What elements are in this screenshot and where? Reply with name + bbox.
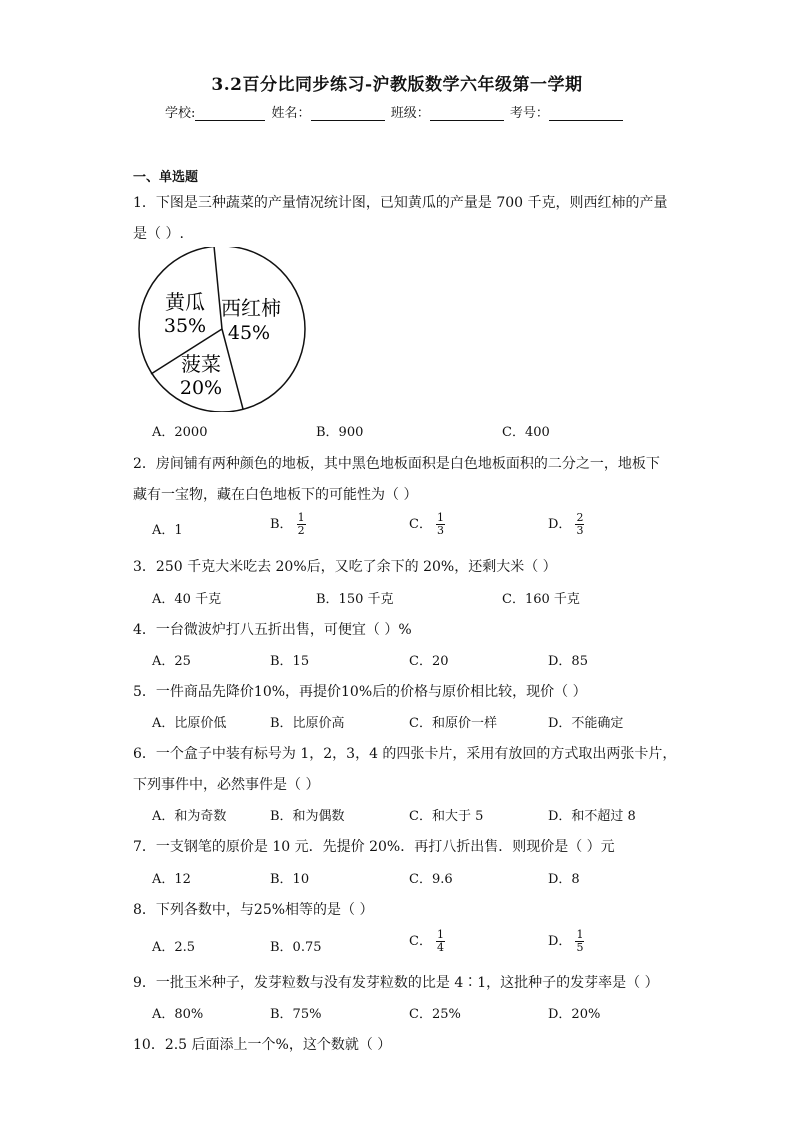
q8-option-d-fraction <box>575 929 584 954</box>
q7-option-b[interactable]: B．10 <box>270 872 310 887</box>
q5-text: 5．一件商品先降价10%，再提价10%后的价格与原价相比较，现价（ ） <box>133 684 587 700</box>
q9-option-b[interactable]: B．75% <box>270 1007 322 1022</box>
slice-label-tomato: 西红柿 <box>221 296 281 320</box>
fraction-numerator: 1 <box>297 511 305 524</box>
q9-option-a[interactable]: A．80% <box>152 1007 204 1022</box>
q2-option-d-label: D． <box>548 517 572 532</box>
q2-option-b-label: B． <box>270 517 293 532</box>
q10-text: 10．2.5 后面添上一个%，这个数就（ ） <box>133 1037 392 1053</box>
q3-option-a[interactable]: A．40 千克 <box>152 592 222 607</box>
q9-text: 9．一批玉米种子，发芽粒数与没有发芽粒数的比是 4∶1，这批种子的发芽率是（ ） <box>133 975 659 991</box>
number-label: 考号： <box>509 106 549 121</box>
fraction-denominator: 4 <box>436 941 444 954</box>
q6-option-b[interactable]: B．和为偶数 <box>270 809 345 824</box>
q1-line2: 是（ ）. <box>133 226 184 242</box>
q8-text: 8．下列各数中，与25%相等的是（ ） <box>133 902 374 918</box>
name-blank <box>311 106 385 121</box>
q5-option-b[interactable]: B．比原价高 <box>270 716 345 731</box>
q3-option-c[interactable]: C．160 千克 <box>502 592 580 607</box>
q1-option-b[interactable]: B．900 <box>316 425 364 440</box>
slice-pct-tomato: 45% <box>227 322 271 344</box>
name-label: 姓名： <box>271 106 311 121</box>
q4-option-c[interactable]: C．20 <box>409 654 449 669</box>
q2-option-d[interactable] <box>548 512 584 537</box>
q8-option-d-label: D． <box>548 934 572 949</box>
q1-option-a[interactable]: A．2000 <box>152 425 208 440</box>
q2-option-b-fraction <box>297 512 306 537</box>
slice-pct-cucumber: 35% <box>163 315 207 337</box>
q8-option-c[interactable] <box>409 929 445 954</box>
number-blank <box>549 106 623 121</box>
q5-option-c[interactable]: C．和原价一样 <box>409 716 497 731</box>
fraction-numerator: 1 <box>436 928 444 941</box>
q8-option-a[interactable]: A．2.5 <box>152 940 196 955</box>
q2-option-c-fraction <box>436 512 445 537</box>
class-blank <box>430 106 504 121</box>
q1-option-c[interactable]: C．400 <box>502 425 550 440</box>
q6-option-d[interactable]: D．和不超过 8 <box>548 809 636 824</box>
q8-option-b[interactable]: B．0.75 <box>270 940 322 955</box>
fraction-denominator: 3 <box>436 524 444 537</box>
q5-option-d[interactable]: D．不能确定 <box>548 716 624 731</box>
q2-option-a[interactable]: A．1 <box>152 523 183 538</box>
section-heading: 一、单选题 <box>133 170 199 185</box>
q2-option-c-label: C． <box>409 517 432 532</box>
q2-line2: 藏有一宝物，藏在白色地板下的可能性为（ ） <box>133 487 418 503</box>
q6-option-c[interactable]: C．和大于 5 <box>409 809 484 824</box>
q3-option-b[interactable]: B．150 千克 <box>316 592 394 607</box>
q7-option-a[interactable]: A．12 <box>152 872 191 887</box>
fraction-numerator: 1 <box>576 928 584 941</box>
q7-option-d[interactable]: D．8 <box>548 872 580 887</box>
q9-option-c[interactable]: C．25% <box>409 1007 461 1022</box>
q8-option-c-fraction <box>436 929 445 954</box>
q6-line1: 6．一个盒子中装有标号为 1，2，3，4 的四张卡片，采用有放回的方式取出两张卡片， <box>133 746 677 762</box>
fraction-denominator: 2 <box>297 524 305 537</box>
school-label: 学校: <box>165 106 196 121</box>
q7-option-c[interactable]: C．9.6 <box>409 872 453 887</box>
q2-option-d-fraction <box>575 512 584 537</box>
q9-option-d[interactable]: D．20% <box>548 1007 601 1022</box>
page-title: 3.2百分比同步练习-沪教版数学六年级第一学期 <box>211 75 583 95</box>
q4-option-a[interactable]: A．25 <box>152 654 191 669</box>
q5-option-a[interactable]: A．比原价低 <box>152 716 227 731</box>
fraction-numerator: 2 <box>576 511 584 524</box>
q4-option-d[interactable]: D．85 <box>548 654 588 669</box>
q4-text: 4．一台微波炉打八五折出售，可便宜（ ）% <box>133 622 412 638</box>
q8-option-d[interactable] <box>548 929 584 954</box>
slice-label-spinach: 菠菜 <box>181 352 221 376</box>
q6-line2: 下列事件中，必然事件是（ ） <box>133 777 320 793</box>
q2-option-b[interactable] <box>270 512 306 537</box>
q1-line1: 1．下图是三种蔬菜的产量情况统计图，已知黄瓜的产量是 700 千克，则西红柿的产量 <box>133 195 668 211</box>
q7-text: 7．一支钢笔的原价是 10 元．先提价 20%．再打八折出售．则现价是（ ）元 <box>133 839 615 855</box>
slice-label-cucumber: 黄瓜 <box>165 290 205 314</box>
slice-pct-spinach: 20% <box>179 377 223 399</box>
class-label: 班级： <box>390 106 430 121</box>
q6-option-a[interactable]: A．和为奇数 <box>152 809 227 824</box>
q2-line1: 2．房间铺有两种颜色的地板，其中黑色地板面积是白色地板面积的二分之一，地板下 <box>133 456 660 472</box>
fraction-denominator: 3 <box>576 524 584 537</box>
fraction-numerator: 1 <box>436 511 444 524</box>
q8-option-c-label: C． <box>409 934 432 949</box>
q2-option-c[interactable] <box>409 512 445 537</box>
q3-text: 3．250 千克大米吃去 20%后，又吃了余下的 20%，还剩大米（ ） <box>133 559 557 575</box>
fraction-denominator: 5 <box>576 941 584 954</box>
q4-option-b[interactable]: B．15 <box>270 654 310 669</box>
student-info-line <box>165 102 625 121</box>
q1-pie-chart <box>133 247 313 412</box>
school-blank <box>195 106 265 121</box>
